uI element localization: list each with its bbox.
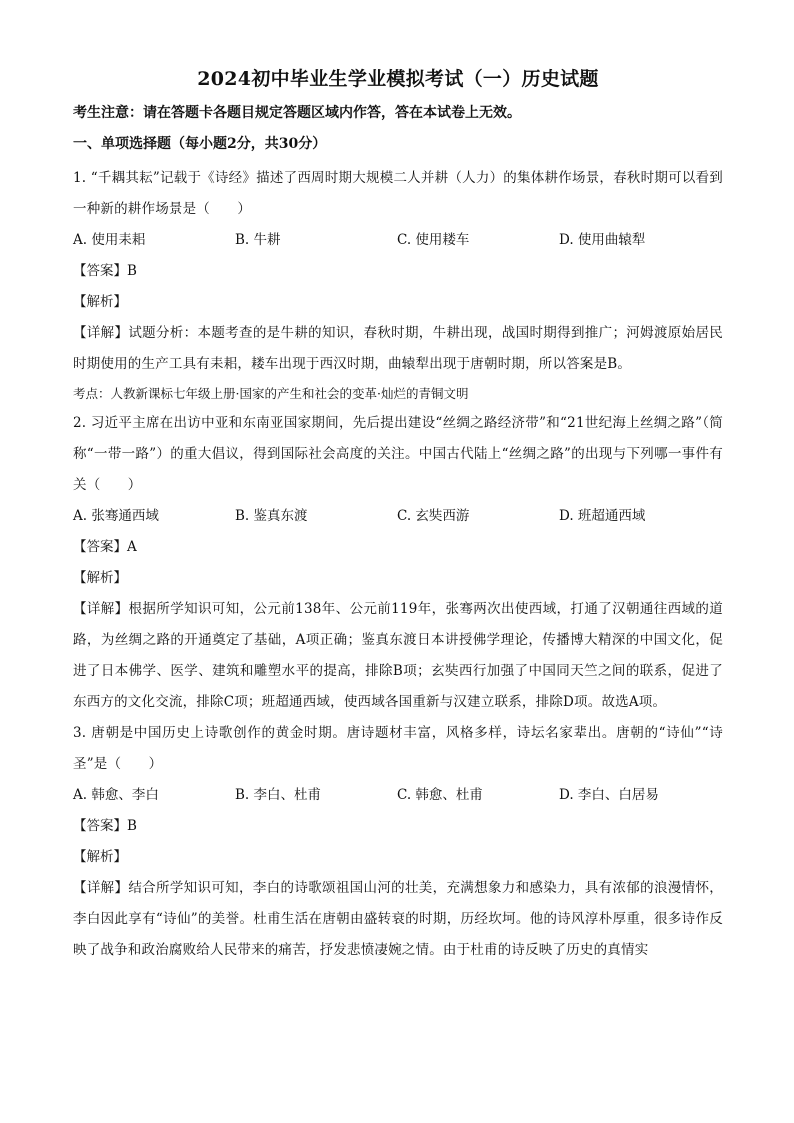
analysis-label: 【解析】 [73, 849, 127, 865]
section-heading: 一、单项选择题（每小题2分，共30分） [73, 136, 327, 152]
exam-notice: 考生注意：请在答题卡各题目规定答题区域内作答，答在本试卷上无效。 [73, 105, 521, 121]
answer-label: 【答案】B [73, 818, 137, 834]
option-c: C. 使用耧车 [397, 232, 470, 248]
option-b: B. 牛耕 [235, 232, 281, 248]
answer-label: 【答案】A [73, 539, 137, 555]
analysis-label: 【解析】 [73, 294, 127, 310]
option-b: B. 鉴真东渡 [235, 508, 308, 524]
detail-explanation: 【详解】试题分析：本题考查的是牛耕的知识，春秋时期，牛耕出现，战国时期得到推广；河姆渡原始居民时期使用的生产工具有耒耜，耧车出现于西汉时期，曲辕犁出现于唐朝时期，所以答案是B。 [73, 325, 723, 372]
question-stem: 1. “千耦其耘”记载于《诗经》描述了西周时期大规模二人并耕（人力）的集体耕作场景，春秋时期可以看到一种新的耕作场景是（ ） [73, 170, 723, 217]
option-a: A. 使用耒耜 [73, 232, 146, 248]
option-d: D. 使用曲辕犁 [559, 232, 646, 248]
question-options [73, 780, 723, 811]
exam-page [73, 66, 723, 966]
option-b: B. 李白、杜甫 [235, 787, 322, 803]
question-1 [73, 163, 723, 408]
answer-label: 【答案】B [73, 263, 137, 279]
page-title: 2024初中毕业生学业模拟考试（一）历史试题 [197, 68, 599, 90]
option-c: C. 韩愈、杜甫 [397, 787, 483, 803]
question-stem: 3. 唐朝是中国历史上诗歌创作的黄金时期。唐诗题材丰富，风格多样，诗坛名家辈出。唐朝的“诗仙”“诗圣”是（ ） [73, 725, 723, 772]
option-c: C. 玄奘西游 [397, 508, 470, 524]
option-d: D. 班超通西域 [559, 508, 646, 524]
analysis-label: 【解析】 [73, 570, 127, 586]
question-options [73, 225, 723, 256]
option-a: A. 张骞通西域 [73, 508, 159, 524]
question-stem: 2. 习近平主席在出访中亚和东南亚国家期间，先后提出建设“丝绸之路经济带”和“21世纪海上丝绸之路”（简称“一带一路”）的重大倡议，得到国际社会高度的关注。中国古代陆上“丝绸之路”的出现与下列哪一事件有关（ ） [73, 415, 723, 493]
question-options [73, 501, 723, 532]
detail-explanation: 【详解】结合所学知识可知，李白的诗歌颂祖国山河的壮美，充满想象力和感染力，具有浓郁的浪漫情怀，李白因此享有“诗仙”的美誉。杜甫生活在唐朝由盛转衰的时期，历经坎坷。他的诗风淳朴厚重，很多诗作反映了战争和政治腐败给人民带来的痛苦，抒发悲愤凄婉之情。由于杜甫的诗反映了历史的真情实 [73, 880, 723, 958]
question-3 [73, 718, 723, 966]
detail-explanation: 【详解】根据所学知识可知，公元前138年、公元前119年，张骞两次出使西域，打通了汉朝通往西域的道路，为丝绸之路的开通奠定了基础，A项正确；鉴真东渡日本讲授佛学理论，传播博大精深的中国文化，促进了日本佛学、医学、建筑和雕塑水平的提高，排除B项；玄奘西行加强了中国同天竺之间的联系，促进了东西方的文化交流，排除C项；班超通西域，使西域各国重新与汉建立联系，排除D项。故选A项。 [73, 601, 723, 710]
option-d: D. 李白、白居易 [559, 787, 659, 803]
question-2 [73, 408, 723, 718]
option-a: A. 韩愈、李白 [73, 787, 159, 803]
knowledge-point-note: 考点：人教新课标七年级上册·国家的产生和社会的变革·灿烂的青铜文明 [73, 386, 469, 401]
